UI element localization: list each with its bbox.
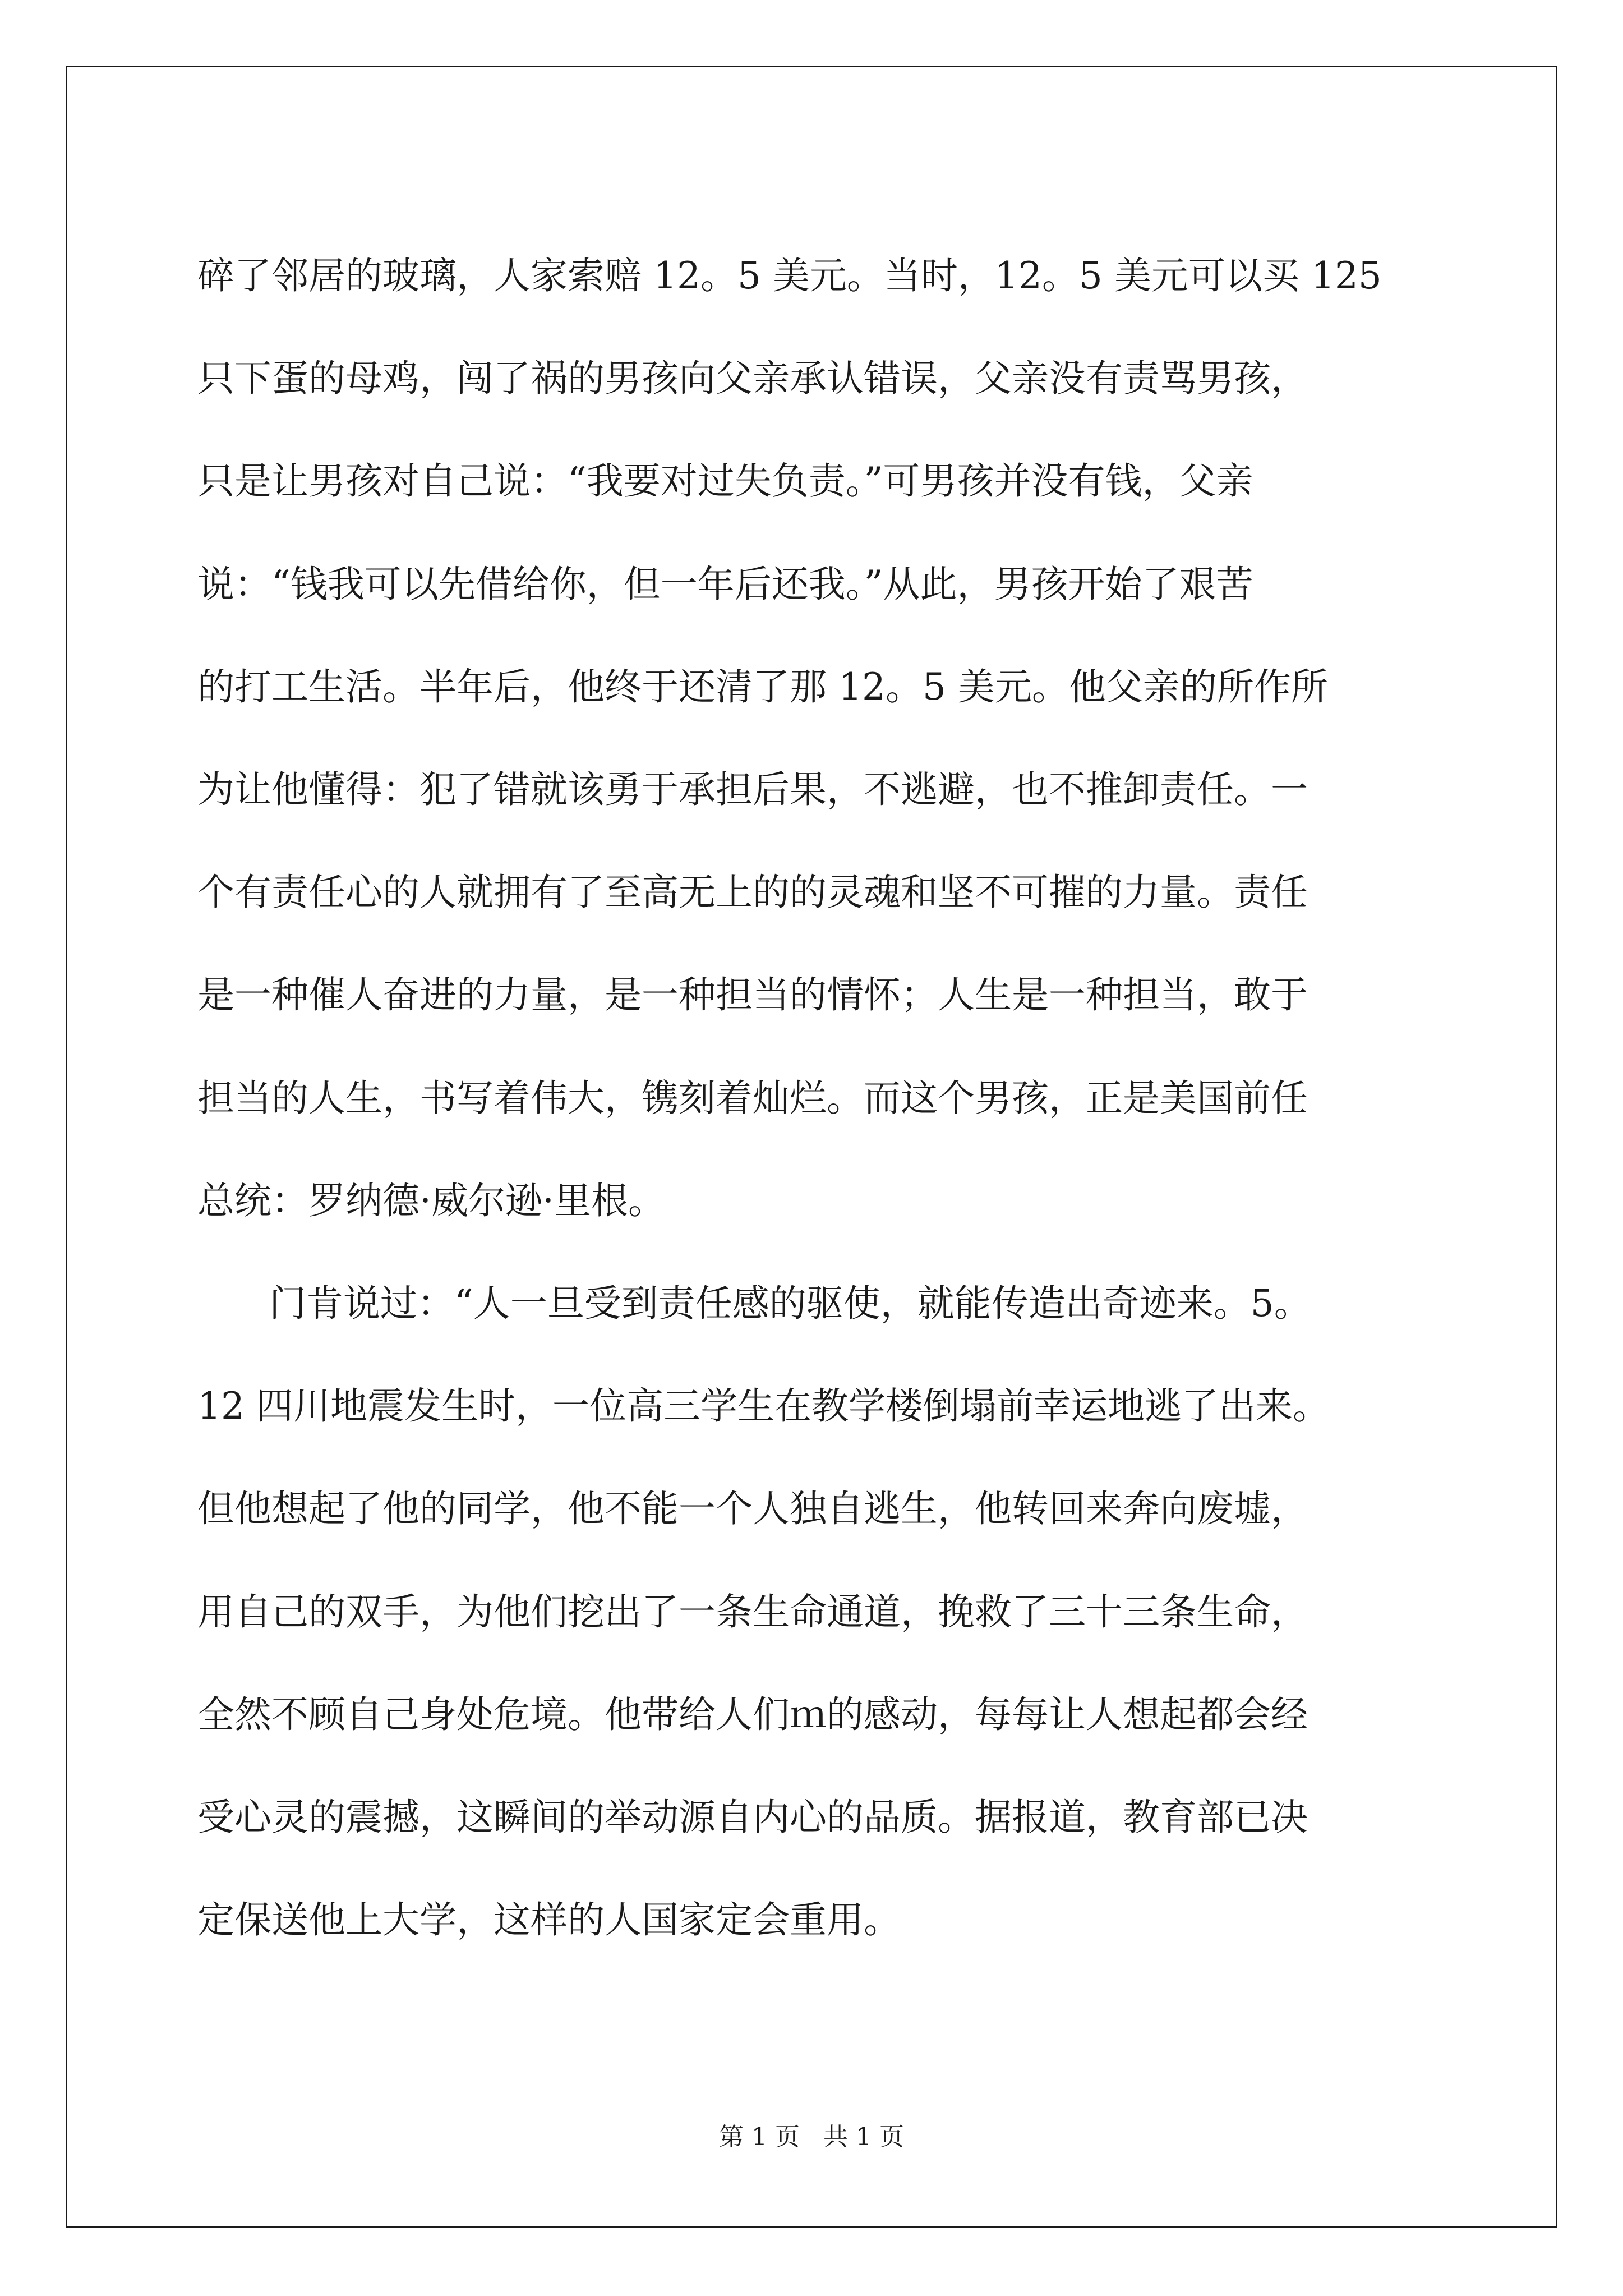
text-line: 定保送他上大学，这样的人国家定会重用。 (197, 1898, 901, 1942)
text-line: 碎了邻居的玻璃，人家索赔 12。5 美元。当时，12。5 美元可以买 125 (197, 254, 1382, 297)
text-line: 只下蛋的母鸡，闯了祸的男孩向父亲承认错误，父亲没有责骂男孩， (197, 357, 1308, 401)
text-line: 为让他懂得：犯了错就该勇于承担后果，不逃避，也不推卸责任。一 (197, 768, 1308, 812)
text-line: 用自己的双手，为他们挖出了一条生命通道，挽救了三十三条生命， (197, 1590, 1308, 1634)
text-line: 的打工生活。半年后，他终于还清了那 12。5 美元。他父亲的所作所 (197, 665, 1328, 708)
text-line: 只是让男孩对自己说：“我要对过失负责。”可男孩并没有钱，父亲 (197, 459, 1253, 503)
text-line: 是一种催人奋进的力量，是一种担当的情怀；人生是一种担当，敢于 (197, 973, 1308, 1017)
paragraph-start-line: 门肯说过：“人一旦受到责任感的驱使，就能传造出奇迹来。5。 (269, 1282, 1311, 1326)
text-line: 但他想起了他的同学，他不能一个人独自逃生，他转回来奔向废墟， (197, 1487, 1308, 1531)
text-line: 担当的人生，书写着伟大，镌刻着灿烂。而这个男孩，正是美国前任 (197, 1076, 1308, 1120)
text-line: 个有责任心的人就拥有了至高无上的的灵魂和坚不可摧的力量。责任 (197, 871, 1308, 914)
document-body (197, 224, 1431, 1971)
text-line: 总统：罗纳德·威尔逊·里根。 (197, 1179, 665, 1222)
text-line: 12 四川地震发生时，一位高三学生在教学楼倒塌前幸运地逃了出来。 (197, 1384, 1330, 1428)
text-line: 全然不顾自己身处危境。他带给人们ｍ的感动，每每让人想起都会经 (197, 1692, 1308, 1736)
page-footer: 第 1 页 共 1 页 (719, 2123, 904, 2151)
text-line: 说：“钱我可以先借给你，但一年后还我。”从此，男孩开始了艰苦 (197, 562, 1253, 606)
text-line: 受心灵的震撼，这瞬间的举动源自内心的品质。据报道，教育部已决 (197, 1796, 1308, 1839)
